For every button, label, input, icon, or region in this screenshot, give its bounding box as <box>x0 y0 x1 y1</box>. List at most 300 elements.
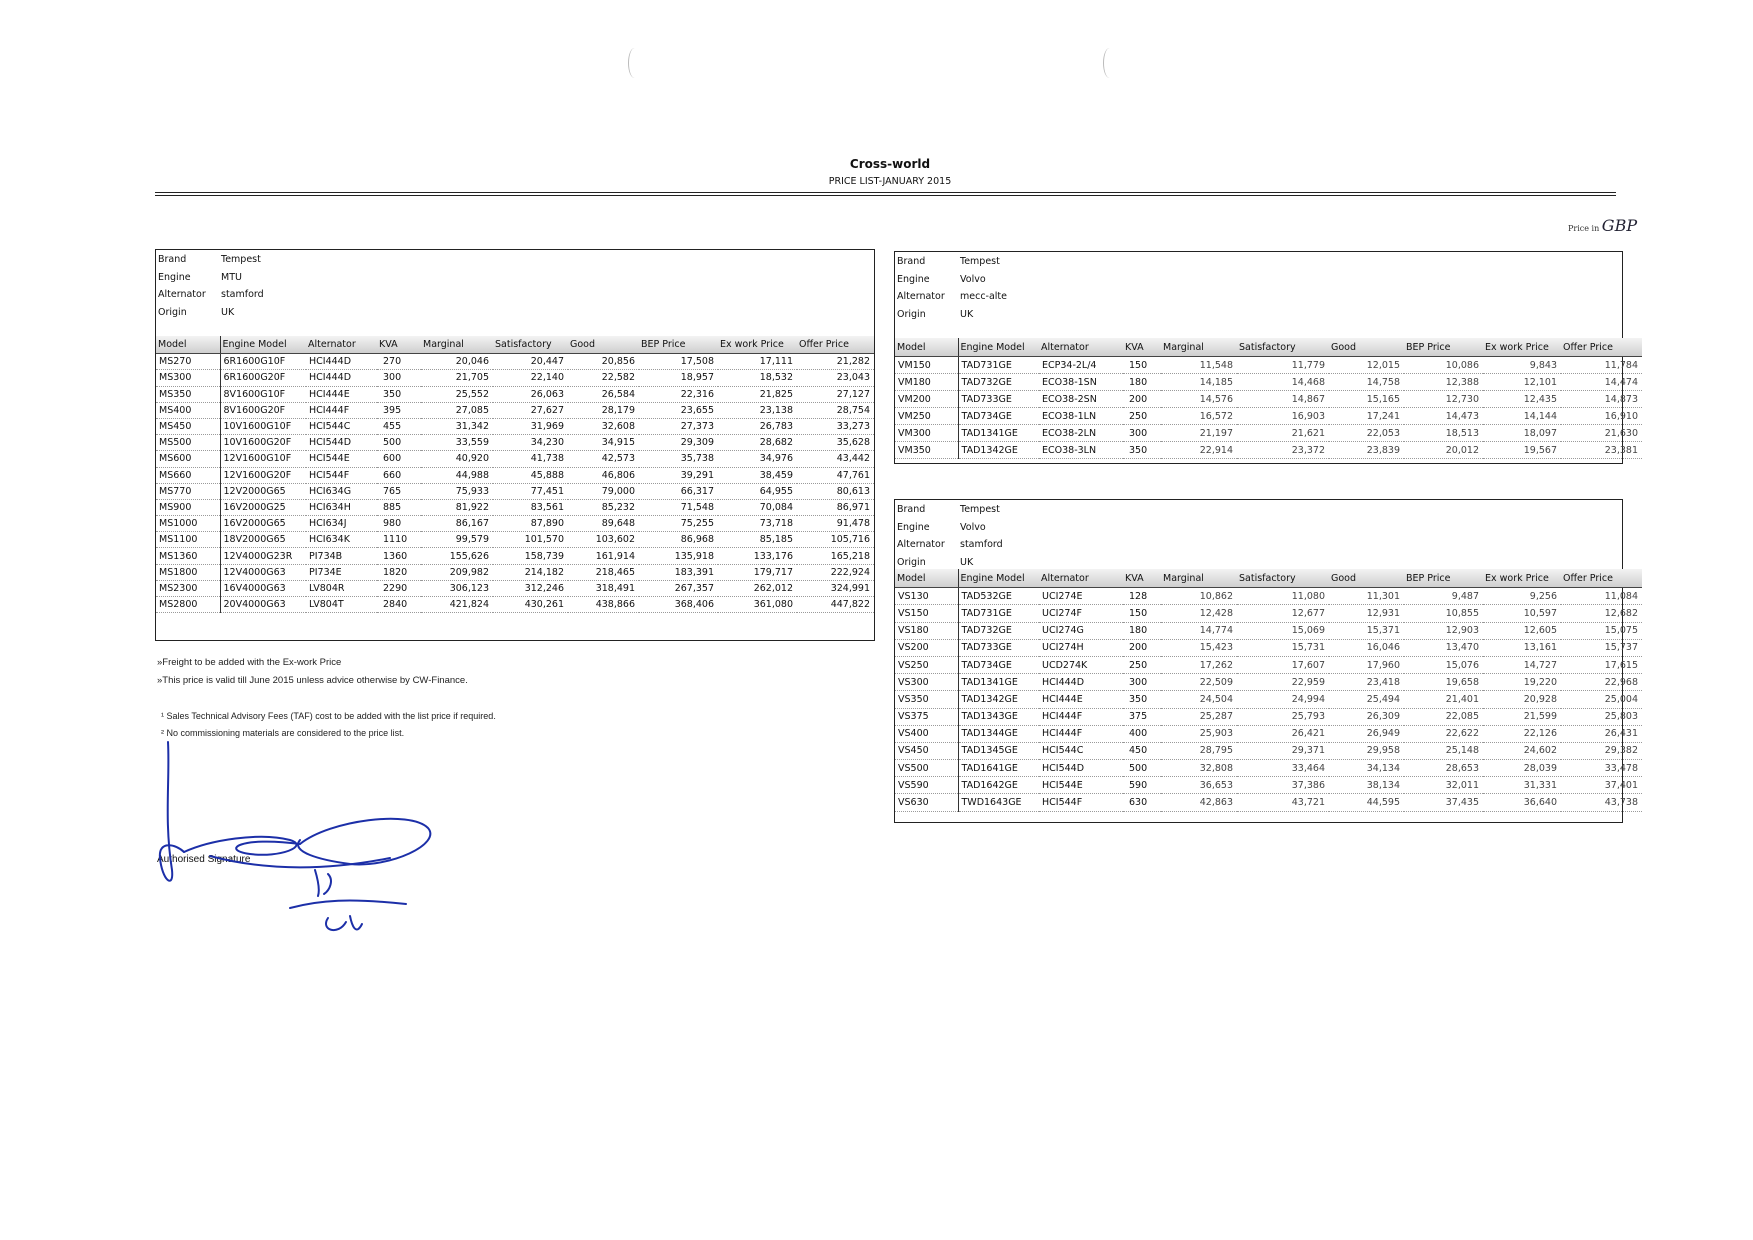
table-row <box>895 588 1642 605</box>
table-cell: 660 <box>377 467 421 483</box>
table-cell: 200 <box>1123 639 1161 656</box>
table-cell: 31,331 <box>1483 777 1561 794</box>
table-cell: 31,969 <box>493 418 568 434</box>
table-cell: 350 <box>1123 442 1161 459</box>
table-cell: 306,123 <box>421 580 493 596</box>
table-cell: 18,513 <box>1404 425 1483 442</box>
table-cell: VM350 <box>895 442 958 459</box>
table-cell: UCI274H <box>1039 639 1123 656</box>
table-cell: 26,421 <box>1237 725 1329 742</box>
table-cell: 16,046 <box>1329 639 1404 656</box>
column-header: Offer Price <box>1561 338 1642 357</box>
table-cell: HCI544D <box>1039 760 1123 777</box>
table-row <box>156 564 874 580</box>
table-row <box>156 580 874 596</box>
table-cell: ECO38-3LN <box>1039 442 1123 459</box>
table-cell: VS590 <box>895 777 958 794</box>
meta-value: Volvo <box>960 273 986 285</box>
table-cell: TAD732GE <box>958 374 1039 391</box>
table-cell: 15,075 <box>1561 622 1642 639</box>
table-cell: 91,478 <box>797 516 874 532</box>
table-cell: ECO38-2LN <box>1039 425 1123 442</box>
table-cell: 16V2000G65 <box>220 516 306 532</box>
column-header: Alternator <box>1039 338 1123 357</box>
signature-label: Authorised Signature <box>157 854 251 865</box>
table-cell: 312,246 <box>493 580 568 596</box>
table-cell: 23,043 <box>797 370 874 386</box>
table-cell: 9,843 <box>1483 357 1561 374</box>
table-row <box>156 418 874 434</box>
table-cell: 222,924 <box>797 564 874 580</box>
table-cell: MS1800 <box>156 564 220 580</box>
table-cell: 26,431 <box>1561 725 1642 742</box>
table-cell: 12,428 <box>1161 605 1237 622</box>
table-cell: VS375 <box>895 708 958 725</box>
table-cell: 22,126 <box>1483 725 1561 742</box>
table-cell: 22,622 <box>1404 725 1483 742</box>
table-cell: 14,144 <box>1483 408 1561 425</box>
column-header: Good <box>568 336 639 354</box>
table-cell: 400 <box>1123 725 1161 742</box>
table-cell: 2840 <box>377 597 421 613</box>
table-row <box>895 777 1642 794</box>
table-cell: 21,705 <box>421 370 493 386</box>
table-cell: 37,401 <box>1561 777 1642 794</box>
table-cell: TAD1341GE <box>958 674 1039 691</box>
table-cell: 24,602 <box>1483 742 1561 759</box>
table-cell: TAD733GE <box>958 391 1039 408</box>
table-cell: 29,309 <box>639 435 718 451</box>
table-cell: HCI544C <box>1039 742 1123 759</box>
table-cell: HCI634G <box>306 483 377 499</box>
table-cell: UCD274K <box>1039 656 1123 673</box>
table-cell: 17,111 <box>718 354 797 370</box>
table-cell: 12,903 <box>1404 622 1483 639</box>
table-cell: HCI544E <box>306 451 377 467</box>
table-cell: 14,576 <box>1161 391 1237 408</box>
table-row <box>895 794 1642 811</box>
block-meta <box>895 252 1622 322</box>
price-table <box>156 336 874 613</box>
table-cell: MS2300 <box>156 580 220 596</box>
column-header: Engine Model <box>958 569 1039 588</box>
table-cell: VS300 <box>895 674 958 691</box>
table-cell: 79,000 <box>568 483 639 499</box>
table-cell: 20,046 <box>421 354 493 370</box>
table-cell: 28,795 <box>1161 742 1237 759</box>
table-cell: 885 <box>377 499 421 515</box>
table-cell: 14,474 <box>1561 374 1642 391</box>
table-cell: 10,597 <box>1483 605 1561 622</box>
table-cell: TAD734GE <box>958 408 1039 425</box>
footnote-commissioning: ² No commissioning materials are considered to the price list. <box>161 728 405 738</box>
table-cell: MS1000 <box>156 516 220 532</box>
column-header: Marginal <box>421 336 493 354</box>
table-row <box>895 742 1642 759</box>
table-cell: 16,903 <box>1237 408 1329 425</box>
punch-hole-mark <box>1103 48 1116 78</box>
table-cell: 36,640 <box>1483 794 1561 811</box>
table-cell: 250 <box>1123 408 1161 425</box>
table-cell: 41,738 <box>493 451 568 467</box>
table-cell: 85,185 <box>718 532 797 548</box>
table-cell: 26,584 <box>568 386 639 402</box>
table-cell: 46,806 <box>568 467 639 483</box>
table-cell: 11,779 <box>1237 357 1329 374</box>
table-cell: VS350 <box>895 691 958 708</box>
handwritten-signature <box>150 740 450 960</box>
table-cell: 14,468 <box>1237 374 1329 391</box>
table-cell: TAD731GE <box>958 605 1039 622</box>
table-row <box>895 708 1642 725</box>
table-cell: 23,381 <box>1561 442 1642 459</box>
volvo-stamford-price-table <box>894 499 1638 823</box>
column-header: KVA <box>1123 338 1161 357</box>
table-row <box>895 691 1642 708</box>
column-header: Engine Model <box>958 338 1039 357</box>
column-header: KVA <box>1123 569 1161 588</box>
block-meta <box>895 500 1622 570</box>
table-row <box>156 548 874 564</box>
table-cell: 267,357 <box>639 580 718 596</box>
table-cell: 17,241 <box>1329 408 1404 425</box>
table-cell: VS180 <box>895 622 958 639</box>
table-cell: 1360 <box>377 548 421 564</box>
table-cell: 22,968 <box>1561 674 1642 691</box>
table-cell: MS450 <box>156 418 220 434</box>
table-cell: MS2800 <box>156 597 220 613</box>
table-cell: 21,197 <box>1161 425 1237 442</box>
footnote-taf: ¹ Sales Technical Advisory Fees (TAF) cost to be added with the list price if required. <box>161 711 496 721</box>
table-cell: 250 <box>1123 656 1161 673</box>
table-cell: 10,086 <box>1404 357 1483 374</box>
table-cell: 361,080 <box>718 597 797 613</box>
table-cell: 1820 <box>377 564 421 580</box>
table-cell: HCI444D <box>306 354 377 370</box>
table-cell: 10V1600G20F <box>220 435 306 451</box>
table-cell: 33,464 <box>1237 760 1329 777</box>
table-cell: 20V4000G63 <box>220 597 306 613</box>
table-cell: HCI544D <box>306 435 377 451</box>
column-header: Model <box>895 338 958 357</box>
table-cell: LV804T <box>306 597 377 613</box>
column-header: Ex work Price <box>1483 338 1561 357</box>
meta-value: UK <box>221 306 235 318</box>
table-cell: 22,582 <box>568 370 639 386</box>
column-header: Good <box>1329 338 1404 357</box>
table-cell: 27,085 <box>421 402 493 418</box>
table-cell: MS600 <box>156 451 220 467</box>
table-cell: 12,435 <box>1483 391 1561 408</box>
table-cell: 1110 <box>377 532 421 548</box>
table-row <box>895 408 1642 425</box>
table-row <box>895 760 1642 777</box>
table-cell: VS200 <box>895 639 958 656</box>
table-cell: 33,273 <box>797 418 874 434</box>
table-cell: 22,053 <box>1329 425 1404 442</box>
table-cell: 32,011 <box>1404 777 1483 794</box>
table-cell: 20,856 <box>568 354 639 370</box>
table-cell: MS350 <box>156 386 220 402</box>
table-cell: 64,955 <box>718 483 797 499</box>
table-cell: MS660 <box>156 467 220 483</box>
table-cell: HCI634K <box>306 532 377 548</box>
table-cell: 44,988 <box>421 467 493 483</box>
volvo-mecc-price-table <box>894 251 1638 464</box>
table-cell: 16V2000G25 <box>220 499 306 515</box>
table-cell: 42,863 <box>1161 794 1237 811</box>
table-cell: 12V2000G65 <box>220 483 306 499</box>
table-cell: 11,784 <box>1561 357 1642 374</box>
table-cell: 11,548 <box>1161 357 1237 374</box>
table-cell: 19,220 <box>1483 674 1561 691</box>
table-cell: 19,658 <box>1404 674 1483 691</box>
table-cell: HCI544C <box>306 418 377 434</box>
table-cell: 180 <box>1123 622 1161 639</box>
table-cell: 180 <box>1123 374 1161 391</box>
table-cell: VS250 <box>895 656 958 673</box>
table-cell: 29,958 <box>1329 742 1404 759</box>
meta-value: UK <box>960 556 974 568</box>
table-cell: 14,873 <box>1561 391 1642 408</box>
table-cell: 128 <box>1123 588 1161 605</box>
table-cell: 300 <box>1123 674 1161 691</box>
table-cell: 600 <box>377 451 421 467</box>
table-cell: 43,442 <box>797 451 874 467</box>
table-cell: 375 <box>1123 708 1161 725</box>
table-cell: ECO38-1LN <box>1039 408 1123 425</box>
column-header: Ex work Price <box>1483 569 1561 588</box>
table-row <box>156 597 874 613</box>
currency-label: Price in <box>1568 224 1600 233</box>
table-cell: 22,914 <box>1161 442 1237 459</box>
table-cell: 158,739 <box>493 548 568 564</box>
table-cell: 22,085 <box>1404 708 1483 725</box>
meta-value: Tempest <box>960 256 1000 267</box>
table-cell: 71,548 <box>639 499 718 515</box>
table-cell: 43,721 <box>1237 794 1329 811</box>
currency-handwritten: GBP <box>1601 216 1638 235</box>
table-cell: MS770 <box>156 483 220 499</box>
table-cell: 421,824 <box>421 597 493 613</box>
table-cell: 73,718 <box>718 516 797 532</box>
table-cell: 38,134 <box>1329 777 1404 794</box>
table-cell: 765 <box>377 483 421 499</box>
punch-hole-mark <box>628 48 641 78</box>
table-cell: 17,262 <box>1161 656 1237 673</box>
table-cell: 14,867 <box>1237 391 1329 408</box>
table-cell: 15,423 <box>1161 639 1237 656</box>
table-cell: 300 <box>1123 425 1161 442</box>
table-cell: 12,931 <box>1329 605 1404 622</box>
table-cell: 19,567 <box>1483 442 1561 459</box>
table-cell: 26,063 <box>493 386 568 402</box>
table-cell: 14,758 <box>1329 374 1404 391</box>
table-row <box>156 370 874 386</box>
column-header: Marginal <box>1161 569 1237 588</box>
table-cell: 15,076 <box>1404 656 1483 673</box>
table-cell: VS150 <box>895 605 958 622</box>
table-cell: 270 <box>377 354 421 370</box>
meta-value: Volvo <box>960 521 986 533</box>
table-cell: 14,473 <box>1404 408 1483 425</box>
table-cell: 34,134 <box>1329 760 1404 777</box>
table-cell: 15,731 <box>1237 639 1329 656</box>
table-cell: 28,653 <box>1404 760 1483 777</box>
table-cell: 324,991 <box>797 580 874 596</box>
table-cell: 81,922 <box>421 499 493 515</box>
table-cell: 99,579 <box>421 532 493 548</box>
table-cell: 105,716 <box>797 532 874 548</box>
table-cell: VS130 <box>895 588 958 605</box>
table-cell: VM250 <box>895 408 958 425</box>
table-cell: 214,182 <box>493 564 568 580</box>
table-cell: UCI274E <box>1039 588 1123 605</box>
column-header: Model <box>895 569 958 588</box>
table-cell: 500 <box>1123 760 1161 777</box>
table-cell: MS1100 <box>156 532 220 548</box>
table-cell: HCI444F <box>1039 725 1123 742</box>
table-row <box>156 499 874 515</box>
meta-value: mecc-alte <box>960 291 1008 303</box>
table-cell: 70,084 <box>718 499 797 515</box>
table-cell: 34,915 <box>568 435 639 451</box>
table-cell: 85,232 <box>568 499 639 515</box>
meta-label: Alternator <box>897 291 945 303</box>
column-header: Offer Price <box>797 336 874 354</box>
table-cell: 17,508 <box>639 354 718 370</box>
table-cell: HCI444E <box>1039 691 1123 708</box>
table-cell: 25,793 <box>1237 708 1329 725</box>
table-cell: 14,774 <box>1161 622 1237 639</box>
table-cell: 22,316 <box>639 386 718 402</box>
table-cell: 13,161 <box>1483 639 1561 656</box>
table-cell: 15,165 <box>1329 391 1404 408</box>
table-cell: 34,230 <box>493 435 568 451</box>
column-header: Satisfactory <box>493 336 568 354</box>
mtu-price-table <box>155 249 875 641</box>
table-cell: 34,976 <box>718 451 797 467</box>
table-cell: 11,301 <box>1329 588 1404 605</box>
table-cell: 300 <box>377 370 421 386</box>
table-cell: TAD1342GE <box>958 691 1039 708</box>
table-cell: 9,487 <box>1404 588 1483 605</box>
table-cell: HCI544E <box>1039 777 1123 794</box>
table-cell: VS630 <box>895 794 958 811</box>
meta-label: Brand <box>897 256 926 267</box>
column-header: Ex work Price <box>718 336 797 354</box>
table-row <box>156 451 874 467</box>
table-cell: 35,738 <box>639 451 718 467</box>
table-row <box>895 639 1642 656</box>
table-cell: 12V4000G23R <box>220 548 306 564</box>
table-cell: MS500 <box>156 435 220 451</box>
table-cell: 15,371 <box>1329 622 1404 639</box>
table-cell: 17,960 <box>1329 656 1404 673</box>
table-cell: 27,127 <box>797 386 874 402</box>
meta-value: MTU <box>221 271 242 283</box>
table-cell: 27,627 <box>493 402 568 418</box>
signature-strokes <box>160 742 430 930</box>
table-cell: 77,451 <box>493 483 568 499</box>
table-cell: 23,839 <box>1329 442 1404 459</box>
table-cell: 75,933 <box>421 483 493 499</box>
table-cell: 10V1600G10F <box>220 418 306 434</box>
table-cell: 14,727 <box>1483 656 1561 673</box>
table-cell: 135,918 <box>639 548 718 564</box>
table-cell: TAD732GE <box>958 622 1039 639</box>
table-cell: 22,140 <box>493 370 568 386</box>
table-cell: 350 <box>1123 691 1161 708</box>
table-cell: 12,730 <box>1404 391 1483 408</box>
table-cell: 28,754 <box>797 402 874 418</box>
table-cell: 590 <box>1123 777 1161 794</box>
column-header: Satisfactory <box>1237 569 1329 588</box>
table-cell: 18,097 <box>1483 425 1561 442</box>
table-cell: 28,039 <box>1483 760 1561 777</box>
table-cell: ECP34-2L/4 <box>1039 357 1123 374</box>
table-cell: 25,004 <box>1561 691 1642 708</box>
table-cell: UCI274F <box>1039 605 1123 622</box>
table-cell: HCI444F <box>1039 708 1123 725</box>
table-cell: TAD733GE <box>958 639 1039 656</box>
column-header: KVA <box>377 336 421 354</box>
price-table <box>895 338 1642 459</box>
table-cell: 8V1600G20F <box>220 402 306 418</box>
table-cell: 32,608 <box>568 418 639 434</box>
table-cell: 8V1600G10F <box>220 386 306 402</box>
table-cell: 40,920 <box>421 451 493 467</box>
table-row <box>895 725 1642 742</box>
table-cell: 25,287 <box>1161 708 1237 725</box>
table-cell: 368,406 <box>639 597 718 613</box>
table-cell: 150 <box>1123 605 1161 622</box>
table-cell: 89,648 <box>568 516 639 532</box>
table-cell: VS450 <box>895 742 958 759</box>
table-cell: 200 <box>1123 391 1161 408</box>
document-title: Cross-world <box>849 157 931 171</box>
table-cell: 12,015 <box>1329 357 1404 374</box>
table-cell: HCI544F <box>306 467 377 483</box>
table-cell: 12,677 <box>1237 605 1329 622</box>
meta-label: Brand <box>158 254 187 265</box>
table-cell: 36,653 <box>1161 777 1237 794</box>
column-header: BEP Price <box>639 336 718 354</box>
table-cell: 438,866 <box>568 597 639 613</box>
table-cell: 15,069 <box>1237 622 1329 639</box>
table-cell: PI734E <box>306 564 377 580</box>
table-cell: 28,682 <box>718 435 797 451</box>
table-cell: TAD734GE <box>958 656 1039 673</box>
table-cell: 38,459 <box>718 467 797 483</box>
meta-label: Engine <box>897 521 930 533</box>
meta-value: stamford <box>221 289 264 301</box>
table-cell: TAD1342GE <box>958 442 1039 459</box>
table-cell: 86,971 <box>797 499 874 515</box>
table-cell: 155,626 <box>421 548 493 564</box>
table-cell: HCI444E <box>306 386 377 402</box>
table-cell: 12,101 <box>1483 374 1561 391</box>
table-cell: HCI444D <box>1039 674 1123 691</box>
table-cell: 218,465 <box>568 564 639 580</box>
table-row <box>156 435 874 451</box>
table-cell: 21,621 <box>1237 425 1329 442</box>
column-header: Alternator <box>1039 569 1123 588</box>
column-header: Model <box>156 336 220 354</box>
document-subtitle: PRICE LIST-JANUARY 2015 <box>828 176 952 187</box>
table-cell: 83,561 <box>493 499 568 515</box>
table-cell: MS300 <box>156 370 220 386</box>
